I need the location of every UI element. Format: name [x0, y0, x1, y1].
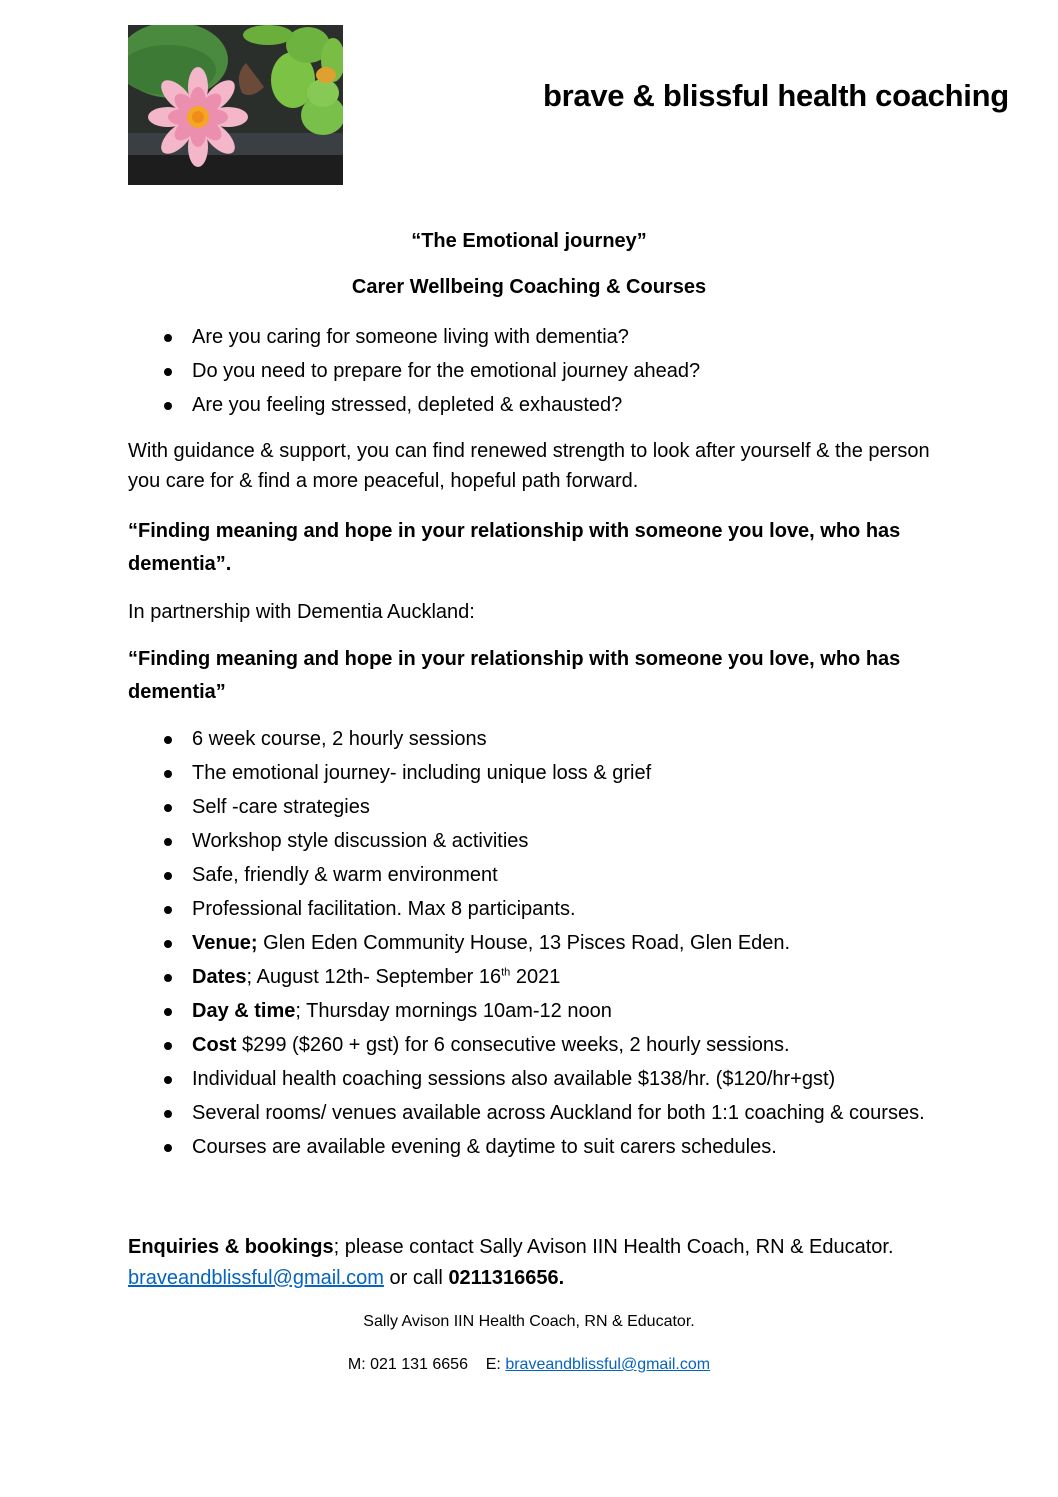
guidance-paragraph: With guidance & support, you can find renewed strength to look after yourself & the person you care for & find a more peaceful, hopeful path forward.	[128, 440, 930, 492]
bullet-icon	[164, 1042, 172, 1050]
list-item: Are you feeling stressed, depleted & exhausted?	[128, 388, 938, 422]
list-item: Several rooms/ venues available across Auckland for both 1:1 coaching & courses.	[128, 1096, 938, 1130]
bullet-icon	[164, 872, 172, 880]
bullet-icon	[164, 940, 172, 948]
enquiries-label: Enquiries & bookings	[128, 1236, 334, 1258]
list-item: Individual health coaching sessions also available $138/hr. ($120/hr+gst)	[128, 1062, 938, 1096]
list-item: The emotional journey- including unique loss & grief	[128, 756, 938, 790]
bullet-icon	[164, 1144, 172, 1152]
bullet-icon	[164, 804, 172, 812]
list-item: 6 week course, 2 hourly sessions	[128, 722, 938, 756]
cost-item: Cost $299 ($260 + gst) for 6 consecutive weeks, 2 hourly sessions.	[128, 1028, 938, 1062]
bullet-icon	[164, 838, 172, 846]
list-item: Safe, friendly & warm environment	[128, 858, 938, 892]
bullet-icon	[164, 1110, 172, 1118]
partnership-text: In partnership with Dementia Auckland:	[128, 601, 475, 623]
footer-email-label: E:	[485, 1356, 501, 1373]
footer-name-line: Sally Avison IIN Health Coach, RN & Educator.	[363, 1313, 695, 1330]
list-item: Self -care strategies	[128, 790, 938, 824]
logo-image	[128, 25, 343, 185]
quote-2: “Finding meaning and hope in your relationship with someone you love, who has dementia”	[128, 648, 901, 703]
list-item: Workshop style discussion & activities	[128, 824, 938, 858]
bullet-icon	[164, 334, 172, 342]
bullet-icon	[164, 770, 172, 778]
quote-1: “Finding meaning and hope in your relationship with someone you love, who has dementia”.	[128, 520, 901, 575]
venue-item: Venue; Glen Eden Community House, 13 Pisces Road, Glen Eden.	[128, 926, 938, 960]
footer-contact-line	[0, 1356, 1058, 1374]
course-title: “The Emotional journey”	[411, 230, 647, 252]
email-link[interactable]: braveandblissful@gmail.com	[128, 1267, 384, 1289]
bullet-icon	[164, 906, 172, 914]
bullet-icon	[164, 1008, 172, 1016]
bullet-icon	[164, 1076, 172, 1084]
day-time-item: Day & time; Thursday mornings 10am-12 noon	[128, 994, 938, 1028]
bullet-icon	[164, 974, 172, 982]
list-item: Courses are available evening & daytime to suit carers schedules.	[128, 1130, 938, 1164]
footer-email-link[interactable]: braveandblissful@gmail.com	[505, 1356, 711, 1373]
list-item: Professional facilitation. Max 8 participants.	[128, 892, 938, 926]
course-subtitle: Carer Wellbeing Coaching & Courses	[351, 276, 707, 298]
dates-item: Dates; August 12th- September 16th 2021	[128, 960, 938, 994]
list-item: Are you caring for someone living with dementia?	[128, 320, 938, 354]
footer-mobile: M: 021 131 6656	[347, 1356, 468, 1373]
intro-question-list	[128, 320, 938, 422]
enquiries-paragraph: Enquiries & bookings; please contact Sally Avison IIN Health Coach, RN & Educator. braveandblissful@gmail.com or call 0211316656.	[128, 1236, 894, 1289]
bullet-icon	[164, 736, 172, 744]
course-details-list	[128, 722, 938, 1164]
water-lily-image	[128, 25, 343, 185]
bullet-icon	[164, 402, 172, 410]
bullet-icon	[164, 368, 172, 376]
list-item: Do you need to prepare for the emotional journey ahead?	[128, 354, 938, 388]
phone-number: 0211316656.	[448, 1267, 565, 1289]
brand-title: brave & blissful health coaching	[543, 78, 1009, 113]
